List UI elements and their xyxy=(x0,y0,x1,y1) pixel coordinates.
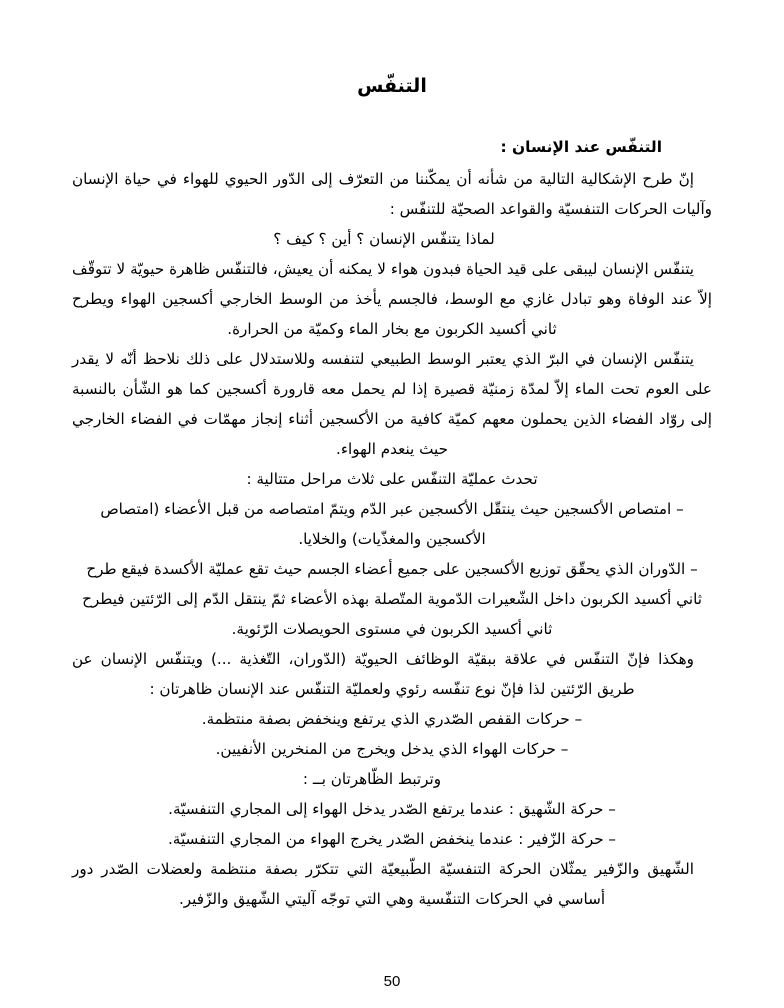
movement-item-exhalation: – حركة الزّفير : عندما ينخفض الصّدر يخرج الهواء من المجاري التنفسيّة. xyxy=(167,830,617,848)
paragraph-1: يتنفّس الإنسان ليبقى على قيد الحياة فبدون هواء لا يمكنه أن يعيش، فالتنفّس ظاهرة حيويّة لا تتوقّف إلاّ عند الوفاة وهو تبادل غازي مع الوسط، فالجسم يأخذ من الوسط الخارجي أكسجين الهواء ويطرح ثاني أكسيد الكربون مع بخار الماء وكميّة من الحرارة. xyxy=(72,260,712,338)
intro-paragraph: إنّ طرح الإشكالية التالية من شأنه أن يمكّننا من التعرّف إلى الدّور الحيوي للهواء في حياة الإنسان وآليات الحركات التنفسيّة والقواعد الصحيّة للتنفّس : xyxy=(72,170,712,218)
stage-item-circulation: – الدّوران الذي يحقّق توزيع الأكسجين على جميع أعضاء الجسم حيث تقع عمليّة الأكسدة فيقع طرح ثاني أكسيد الكربون داخل الشّعيرات الدّموية المتّصلة بهذه الأعضاء ثمّ ينتقل الدّم إلى الرّئتين فيطرح ثاني أكسيد الكربون في مستوى الحويصلات الرّئوية. xyxy=(82,560,702,638)
document-body xyxy=(72,132,712,914)
section-heading: التنفّس عند الإنسان : xyxy=(500,138,662,156)
question-line: لماذا يتنفّس الإنسان ؟ أين ؟ كيف ؟ xyxy=(273,230,495,248)
conclusion-paragraph: الشّهيق والزّفير يمثّلان الحركة التنفسيّة الطّبيعيّة التي تتكرّر بصفة منتظمة ولعضلات الصّدر دور أساسي في الحركات التنفّسية وهي التي توجّه آليتي الشّهيق والزّفير. xyxy=(72,860,694,908)
page-title: التنفّس xyxy=(357,74,427,97)
stages-intro: تحدث عمليّة التنفّس على ثلاث مراحل متتالية : xyxy=(246,470,538,488)
link-intro: وترتبط الظّاهرتان بــ : xyxy=(302,770,442,788)
paragraph-3: وهكذا فإنّ التنفّس في علاقة ببقيّة الوظائف الحيويّة (الدّوران، التّغذية ...) ويتنفّس الإنسان عن طريق الرّئتين لذا فإنّ نوع تنفّسه رئوي ولعمليّة التنفّس عند الإنسان ظاهرتان : xyxy=(72,650,694,698)
paragraph-2: يتنفّس الإنسان في البرّ الذي يعتبر الوسط الطبيعي لتنفسه وللاستدلال على ذلك نلاحظ أنّه لا يقدر على العوم تحت الماء إلاّ لمدّة زمنيّة قصيرة إذا لم يحمل معه قارورة أكسجين كما هو الشّأن بالنسبة إلى روّاد الفضاء الذين يحملون معهم كميّة كافية من الأكسجين أثناء إنجاز مهمّات في الفضاء الخارجي حيث ينعدم الهواء. xyxy=(72,350,712,458)
phenomenon-item-air-movements: – حركات الهواء الذي يدخل ويخرج من المنخرين الأنفيين. xyxy=(215,740,569,758)
phenomenon-item-chest-movements: – حركات القفص الصّدري الذي يرتفع وينخفض بصفة منتظمة. xyxy=(201,710,583,728)
movement-item-inhalation: – حركة الشّهيق : عندما يرتفع الصّدر يدخل الهواء إلى المجاري التنفسيّة. xyxy=(168,800,616,818)
stage-item-absorption: – امتصاص الأكسجين حيث ينتقّل الأكسجين عبر الدّم ويتمّ امتصاصه من قبل الأعضاء (امتصاص الأكسجين والمغذّيات) والخلايا. xyxy=(100,500,684,548)
page-number: 50 xyxy=(383,973,401,990)
